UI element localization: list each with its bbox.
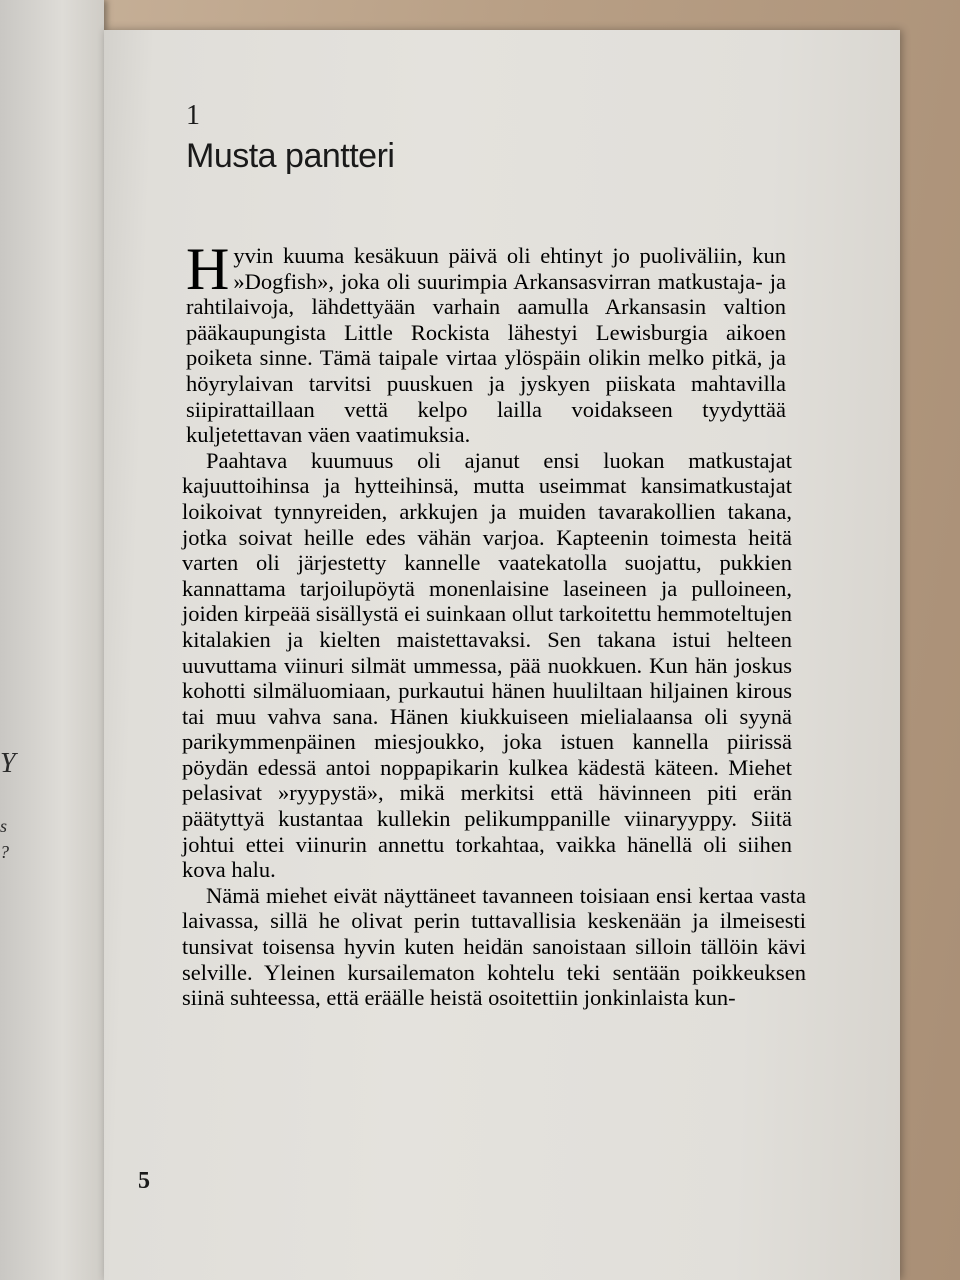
left-page-glyph: Y — [0, 748, 16, 779]
chapter-title: Musta pantteri — [186, 137, 395, 175]
chapter-number: 1 — [186, 100, 200, 131]
paragraph-2: Paahtava kuumuus oli ajanut ensi luokan matkustajat kajuuttoihinsa ja hytteihinsä, mutta useimmat kansimatkustajat loikoivat tynnyreiden, arkkujen ja muiden tavarakollien takana, jotka soivat heille edes vähän varjoa. Kapteenin toimesta heitä varten oli järjestetty kannelle vaatekatolla suojattu, pukkien kannattama tarjoilupöytä monenlaisine laseineen ja pulloineen, joiden kirpeää sisällystä ei suinkaan ollut tarkoitettu hemmoteltujen kitalakien ja kielten maistettavaksi. Sen takana istui helteen uuvuttama viinuri silmät ummessa, pää nuokkuen. Kun hän joskus kohotti silmäluomiaan, purkautui hänen huuliltaan hiljainen kirous tai muu vahva sana. Hänen kiukkuiseen mielialaansa oli syynä parikymmenpäinen miesjoukko, joka istuen kannella piirissä pöydän edessä antoi noppapikarin kulkea kädestä käteen. Miehet pelasivat »ryypystä», mikä merkitsi että hävinneen piti erän päätyttyä kustantaa kullekin pelikumppanille viinaryyppy. Siitä johtui ettei viinurin annettu torkahtaa, vaikka hänellä oli siihen kova halu. — [182, 447, 792, 883]
body-text — [182, 236, 882, 1011]
page-content — [172, 100, 872, 176]
left-page-glyph: s — [0, 816, 8, 836]
page-number: 5 — [138, 1168, 150, 1194]
paragraph-1-text: yvin kuuma kesäkuun päivä oli ehtinyt jo puoliväliin, kun »Dogfish», joka oli suurimpia Arkansasvirran matkustaja- ja rahtilaivoja, lähdettyään varhain aamulla Arkansasin valtion pääkaupungista Little Rockista lähestyi Lewisburgia aikoen poiketa sinne. Tämä taipale virtaa ylöspäin olikin melko pitkä, ja höyrylaivan tarvitsi puuskuen ja jyskyen piiskata mahtavilla siipirattaillaan vettä kelpo lailla voidakseen tyydyttää kuljetettavan väen vaatimuksia. — [186, 243, 786, 448]
drop-cap: H — [186, 236, 230, 302]
book-page — [104, 30, 900, 1280]
paragraph-3: Nämä miehet eivät näyttäneet tavanneen toisiaan ensi kertaa vasta laivassa, sillä he olivat perin tuttavallisia keskenään ja ilmeisesti tunsivat toisensa hyvin kuten heidän sanoistaan silloin tällöin kävi selville. Yleinen kursailematon kohtelu teki sentään poikkeuksen siinä suhteessa, että eräälle heistä osoitettiin jonkinlaista kun- — [182, 882, 806, 1011]
left-page-glyph: ? — [0, 842, 9, 862]
paragraph-1 — [182, 236, 786, 448]
left-page-edge — [0, 0, 104, 1280]
